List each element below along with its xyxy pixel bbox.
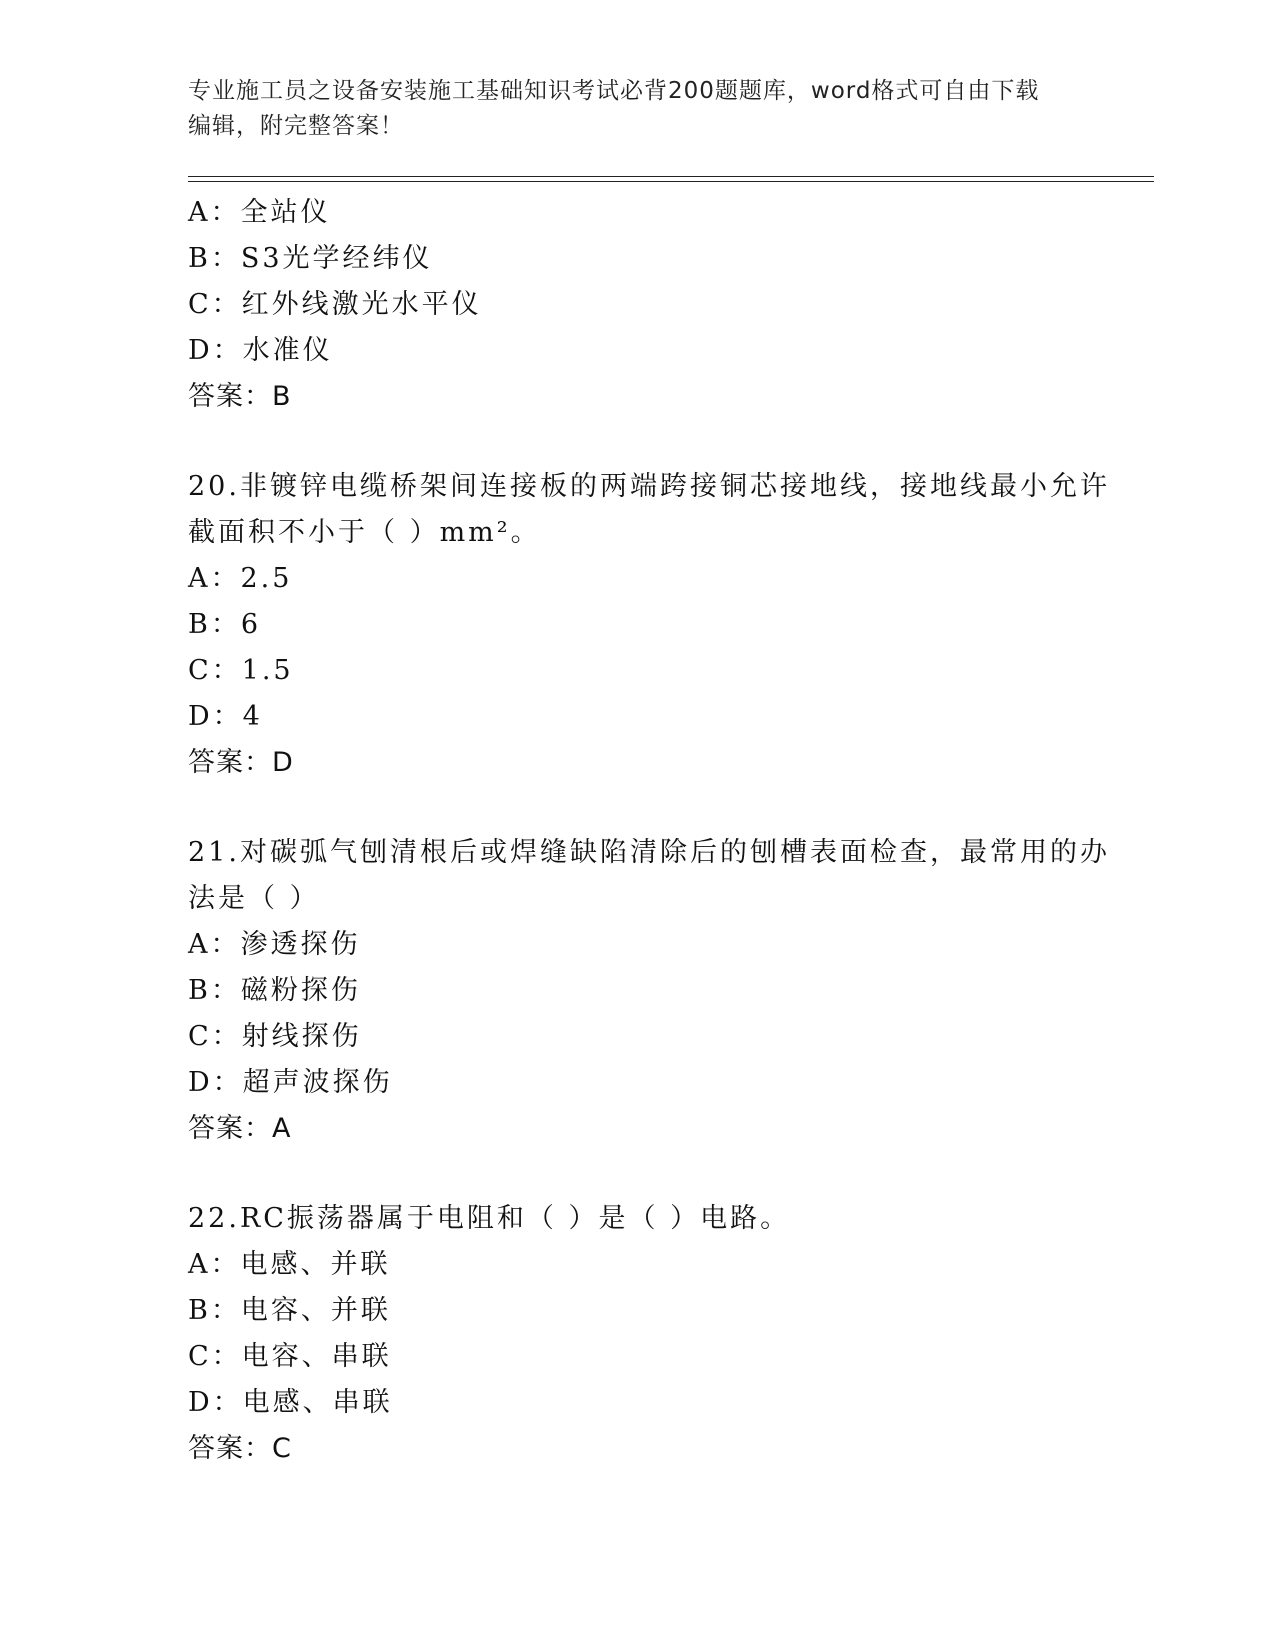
option-a: A：电感、并联 (188, 1249, 391, 1280)
header-line-1: 专业施工员之设备安装施工基础知识考试必背200题题库，word格式可自由下载 (188, 78, 1040, 104)
option-d: D：电感、串联 (188, 1387, 393, 1418)
document-header (188, 74, 1088, 144)
question-22 (188, 1196, 1088, 1472)
answer: 答案：B (188, 381, 292, 412)
question-21 (188, 830, 1110, 1152)
option-a: A：渗透探伤 (188, 929, 361, 960)
header-line-2: 编辑，附完整答案！ (188, 113, 404, 139)
option-b: B：6 (188, 609, 262, 640)
question-text-line-1: 20.非镀锌电缆桥架间连接板的两端跨接铜芯接地线，接地线最小允许 (188, 471, 1110, 502)
question-text-line-2: 截面积不小于（ ）mm²。 (188, 517, 541, 548)
option-b: B：电容、并联 (188, 1295, 391, 1326)
option-d: D：4 (188, 701, 263, 732)
option-c: C：射线探伤 (188, 1021, 362, 1052)
question-19 (188, 190, 1088, 420)
question-20 (188, 464, 1110, 786)
option-d: D：超声波探伤 (188, 1067, 393, 1098)
option-b: B：S3光学经纬仪 (188, 243, 433, 274)
option-a: A：全站仪 (188, 197, 331, 228)
header-divider-bottom (188, 181, 1154, 182)
option-a: A：2.5 (188, 563, 293, 594)
option-c: C：电容、串联 (188, 1341, 392, 1372)
question-text-line-1: 22.RC振荡器属于电阻和（ ）是（ ）电路。 (188, 1203, 791, 1234)
header-divider-top (188, 176, 1154, 177)
option-b: B：磁粉探伤 (188, 975, 361, 1006)
question-text-line-2: 法是（ ） (188, 883, 320, 914)
option-c: C：红外线激光水平仪 (188, 289, 482, 320)
question-text-line-1: 21.对碳弧气刨清根后或焊缝缺陷清除后的刨槽表面检查，最常用的办 (188, 837, 1110, 868)
question-list (188, 190, 1110, 1472)
option-d: D：水准仪 (188, 335, 333, 366)
option-c: C：1.5 (188, 655, 294, 686)
answer: 答案：C (188, 1433, 292, 1464)
answer: 答案：D (188, 747, 294, 778)
answer: 答案：A (188, 1113, 292, 1144)
